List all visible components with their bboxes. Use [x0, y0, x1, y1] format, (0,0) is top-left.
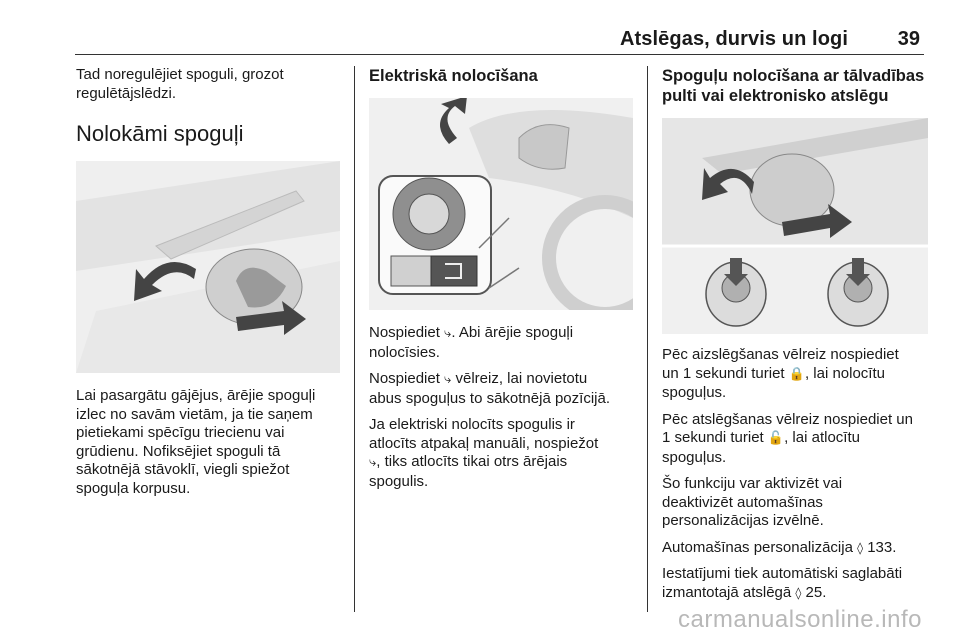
text-run: Iestatījumi tiek automātiski saglabāti	[662, 565, 903, 582]
remote-folding-illustration	[662, 118, 928, 334]
electric-unfold-paragraph	[369, 370, 633, 408]
header-rule	[75, 54, 924, 55]
electric-folding-switch-illustration	[369, 98, 633, 310]
text-run: , tiks atlocīts tikai otrs ārējais	[376, 453, 568, 470]
fold-with-key-paragraph	[662, 346, 928, 403]
page-reference[interactable]: 133.	[867, 538, 897, 556]
column-divider	[647, 66, 648, 612]
heading-line: Spoguļu nolocīšana ar tālvadības	[662, 67, 925, 85]
settings-saved-paragraph	[662, 565, 928, 602]
text-run: Pēc aizslēgšanas vēlreiz nospiediet	[662, 346, 899, 363]
text-run: 1 sekundi turiet	[662, 429, 768, 446]
unlock-icon: 🔓	[767, 431, 785, 446]
personalization-reference	[662, 539, 928, 558]
intro-line: regulētājslēdzi.	[76, 84, 177, 102]
text-line: sākotnējā stāvoklī, viegli spiežot	[76, 461, 290, 478]
text-run: izmantotajā atslēgā	[662, 583, 796, 601]
lock-icon: 🔒	[788, 366, 805, 382]
text-run: spoguļus.	[662, 384, 727, 401]
column-divider	[354, 66, 355, 612]
fold-mirror-icon: ⤷	[369, 455, 377, 470]
section-title: Nolokāmi spoguļi	[76, 121, 244, 146]
text-run: spogulis.	[369, 472, 429, 490]
section-heading	[662, 66, 928, 106]
text-run: vēlreiz, lai novietotu	[451, 370, 588, 387]
text-run: spoguļus.	[662, 448, 727, 466]
text-line: pietiekami spēcīgu triecienu vai	[76, 424, 285, 441]
text-run: Šo funkciju var aktivizēt vai	[662, 475, 843, 492]
text-run: atlocīts atpakaļ manuāli, nospiežot	[369, 434, 599, 452]
text-run: , lai atlocītu	[784, 429, 860, 446]
fold-mirror-icon: ⤷	[444, 326, 452, 341]
text-run: Automašīnas personalizācija	[662, 538, 858, 556]
text-run: Nospiediet	[369, 370, 445, 387]
activation-paragraph	[662, 475, 928, 531]
text-run: un 1 sekundi turiet	[662, 364, 789, 382]
fold-mirror-icon: ⤷	[444, 372, 452, 387]
text-run: Ja elektriski nolocīts spogulis ir	[369, 416, 575, 433]
section-heading: Elektriskā nolocīšana	[369, 67, 538, 85]
text-run: personalizācijas izvēlnē.	[662, 512, 824, 529]
column-3	[662, 66, 928, 610]
heading-line: pulti vai elektronisko atslēgu	[662, 87, 889, 105]
column-1	[76, 66, 340, 506]
text-run: deaktivizēt automašīnas	[662, 493, 823, 511]
text-line: spoguļa korpusu.	[76, 479, 191, 497]
intro-text	[76, 66, 340, 103]
text-run: Pēc atslēgšanas vēlreiz nospiediet un	[662, 410, 913, 428]
page-number: 39	[897, 28, 920, 50]
column-2	[369, 66, 633, 499]
text-line: izlec no savām vietām, ja tie saņem	[76, 405, 313, 423]
page-header-title: Atslēgas, durvis un logi	[620, 28, 848, 50]
electric-fold-paragraph	[369, 324, 633, 362]
text-run: abus spoguļus to sākotnējā pozīcijā.	[369, 389, 610, 407]
text-run: , lai nolocītu	[804, 364, 885, 382]
text-run: . Abi ārējie spoguļi	[451, 324, 574, 341]
intro-line: Tad noregulējiet spoguli, grozot	[76, 66, 284, 83]
text-run: nolocīsies.	[369, 343, 440, 361]
page-reference-icon: ◊	[857, 540, 864, 555]
folding-mirror-illustration	[76, 161, 340, 373]
manual-unfold-paragraph	[369, 416, 633, 491]
text-line: grūdienu. Nofiksējiet spoguli tā	[76, 442, 281, 460]
unfold-with-key-paragraph	[662, 411, 928, 468]
page-reference-icon: ◊	[795, 585, 802, 600]
text-line: Lai pasargātu gājējus, ārējie spoguļi	[76, 387, 316, 404]
text-run: Nospiediet	[369, 324, 445, 341]
page-reference[interactable]: 25.	[805, 583, 827, 601]
watermark: carmanualsonline.info	[678, 606, 922, 633]
folding-mirrors-description	[76, 387, 340, 498]
